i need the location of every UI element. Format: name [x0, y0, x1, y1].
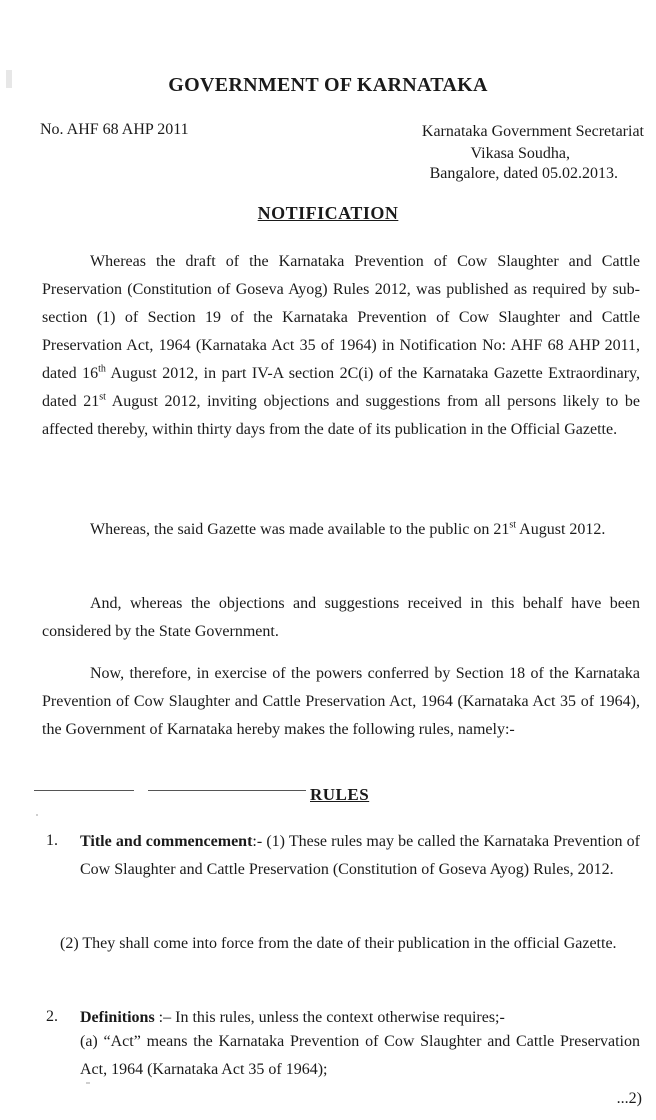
scan-artifact [86, 1082, 90, 1084]
reference-number: No. AHF 68 AHP 2011 [40, 121, 189, 138]
scan-artifact [6, 70, 12, 88]
rules-heading: RULES [310, 785, 370, 804]
paragraph-objections-considered: And, whereas the objections and suggestions received in this behalf have been considered by the State Government. [42, 595, 640, 640]
rule-2-definitions: Definitions :– In this rules, unless the context otherwise requires;- [80, 1009, 505, 1026]
paragraph-gazette-availability: Whereas, the said Gazette was made available to the public on 21st August 2012. [90, 519, 606, 538]
paragraph-draft-publication: Whereas the draft of the Karnataka Prevention of Cow Slaughter and Cattle Preservation (Constitution of Goseva Ayog) Rules 2012, was published as required by sub-section (1) of Section 19 of the Karnataka Prevention of Cow Slaughter and Cattle Preservation Act, 1964 (Karnataka Act 35 of 1964) in Notification No: AHF 68 AHP 2011, dated 16th August 2012, in part IV-A section 2C(i) of the Karnataka Gazette Extraordinary, dated 21st August 2012, inviting objections and suggestions from all persons likely to be affected thereby, within thirty days from the date of its publication in the Official Gazette. [42, 253, 641, 438]
address-line-place-date: Bangalore, dated 05.02.2013. [429, 165, 618, 182]
address-line-secretariat: Karnataka Government Secretariat [421, 123, 644, 140]
paragraph-powers-conferred: Now, therefore, in exercise of the powers conferred by Section 18 of the Karnataka Prevention of Cow Slaughter and Cattle Preservation Act, 1964 (Karnataka Act 35 of 1964), the Government of Karnataka hereby makes the following rules, namely:- [42, 665, 640, 738]
rules-divider-right [148, 790, 306, 791]
page-continuation-marker: ...2) [616, 1090, 642, 1107]
rule-1-number: 1. [46, 832, 58, 849]
scan-artifact [36, 814, 38, 816]
rule-2-heading: Definitions [80, 1009, 155, 1026]
address-line-building: Vikasa Soudha, [470, 145, 570, 162]
rule-1-subrule-2: (2) They shall come into force from the date of their publication in the official Gazette. [60, 935, 617, 952]
rule-2-number: 2. [46, 1008, 58, 1025]
notification-heading: NOTIFICATION [257, 203, 399, 223]
rules-divider-left [34, 790, 134, 791]
government-title: GOVERNMENT OF KARNATAKA [168, 74, 488, 96]
rule-2-definition-a: (a) “Act” means the Karnataka Prevention of Cow Slaughter and Cattle Preservation Act, 1964 (Karnataka Act 35 of 1964); [80, 1033, 640, 1078]
rule-1-title-commencement: Title and commencement:- (1) These rules may be called the Karnataka Prevention of Cow Slaughter and Cattle Preservation (Constitution of Goseva Ayog) Rules, 2012. [80, 833, 640, 878]
rule-1-heading: Title and commencement [80, 833, 253, 850]
